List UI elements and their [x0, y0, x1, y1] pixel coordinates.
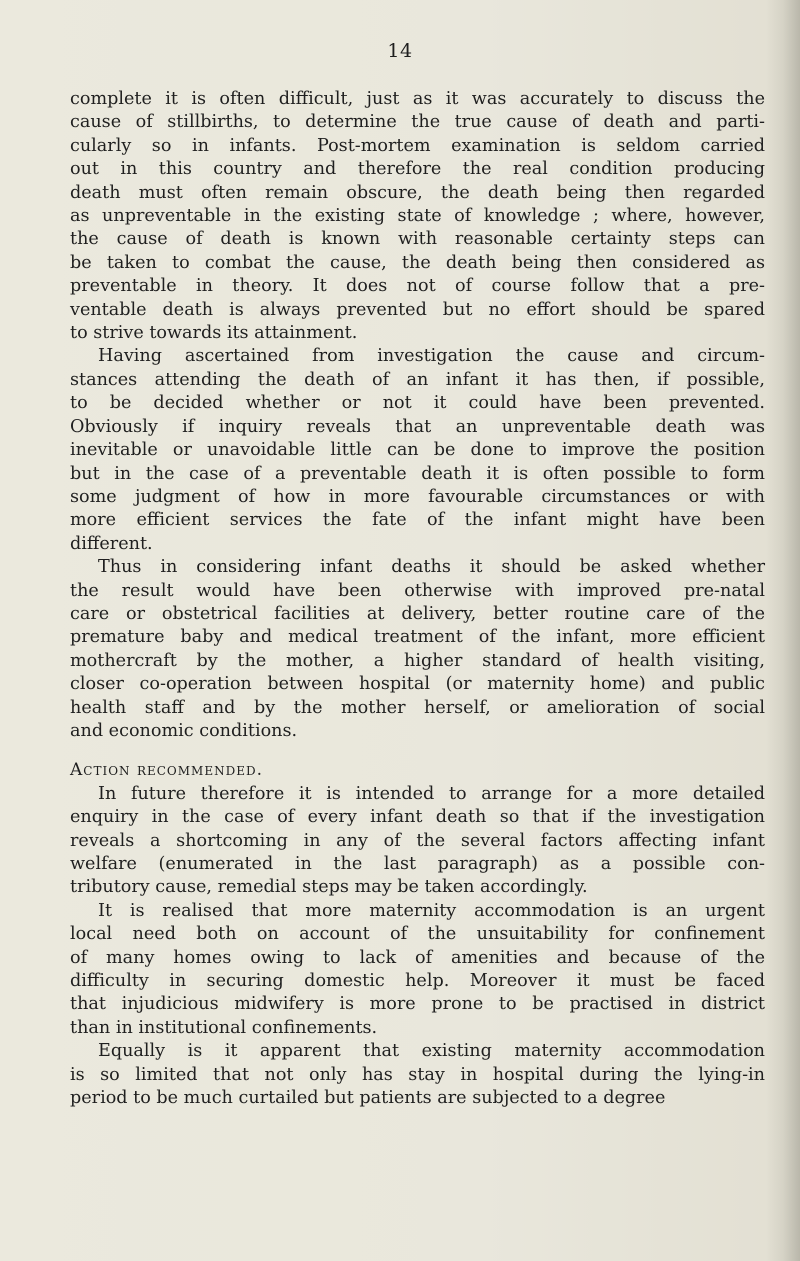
- text-line: is so limited that not only has stay in hospital during the lying-in: [70, 1064, 765, 1085]
- text-line: difficulty in securing domestic help. Moreover it must be faced: [70, 971, 765, 992]
- text-line: premature baby and medical treatment of the infant, more efficient: [70, 627, 765, 648]
- text-line: health staff and by the mother herself, or amelioration of social: [70, 697, 765, 718]
- text-line: In future therefore it is intended to arrange for a more detailed: [98, 783, 765, 804]
- text-line: of many homes owing to lack of amenities and because of the: [70, 947, 765, 968]
- paragraphs-section: [70, 783, 765, 1111]
- paragraph-p4: [70, 783, 765, 900]
- paragraph-p3: [70, 556, 765, 743]
- text-line: to strive towards its attainment.: [70, 323, 358, 344]
- text-line: tributory cause, remedial steps may be taken accordingly.: [70, 877, 588, 898]
- text-line: ventable death is always prevented but no effort should be spared: [70, 299, 765, 320]
- text-line: out in this country and therefore the real condition producing: [70, 159, 765, 180]
- paragraph-p1: [70, 88, 765, 345]
- text-line: that injudicious midwifery is more prone to be practised in district: [70, 994, 765, 1015]
- paragraph-p6: [70, 1040, 765, 1110]
- paragraph-p5: [70, 900, 765, 1040]
- page-number: 14: [387, 40, 413, 62]
- text-line: death must often remain obscure, the death being then regarded: [70, 182, 765, 203]
- text-line: Equally is it apparent that existing maternity accommodation: [98, 1041, 765, 1062]
- text-line: but in the case of a preventable death it is often possible to form: [70, 463, 765, 484]
- text-line: It is realised that more maternity accommodation is an urgent: [98, 900, 765, 921]
- text-line: than in institutional confinements.: [70, 1017, 378, 1038]
- text-line: the cause of death is known with reasonable certainty steps can: [70, 229, 765, 250]
- text-line: mothercraft by the mother, a higher standard of health visiting,: [70, 650, 765, 671]
- text-line: complete it is often difficult, just as it was accurately to discuss the: [70, 89, 765, 109]
- paragraph-p2: [70, 345, 765, 556]
- text-line: Having ascertained from investigation the cause and circum-: [98, 346, 765, 367]
- text-line: local need both on account of the unsuitability for confinement: [70, 924, 765, 945]
- text-line: different.: [70, 533, 153, 554]
- text-line: stances attending the death of an infant it has then, if possible,: [70, 369, 765, 390]
- text-line: and economic conditions.: [70, 720, 298, 741]
- text-line: care or obstetrical facilities at delivery, better routine care of the: [70, 603, 765, 624]
- text-line: closer co-operation between hospital (or maternity home) and public: [70, 674, 765, 695]
- text-line: to be decided whether or not it could have been prevented.: [70, 393, 765, 414]
- section-heading: Action recommended.: [70, 760, 263, 781]
- text-line: cause of stillbirths, to determine the true cause of death and parti-: [70, 112, 765, 133]
- text-line: be taken to combat the cause, the death being then considered as: [70, 252, 765, 273]
- text-line: some judgment of how in more favourable circumstances or with: [70, 486, 765, 507]
- text-line: more efficient services the fate of the infant might have been: [70, 510, 765, 531]
- text-line: Thus in considering infant deaths it should be asked whether: [98, 557, 765, 578]
- text-line: cularly so in infants. Post-mortem examination is seldom carried: [70, 135, 765, 156]
- text-line: Obviously if inquiry reveals that an unpreventable death was: [70, 416, 765, 437]
- text-line: inevitable or unavoidable little can be done to improve the position: [70, 440, 765, 461]
- text-line: the result would have been otherwise with improved pre-natal: [70, 580, 765, 601]
- text-line: preventable in theory. It does not of course follow that a pre-: [70, 276, 765, 297]
- text-line: enquiry in the case of every infant death so that if the investigation: [70, 807, 765, 828]
- text-line: period to be much curtailed but patients are subjected to a degree: [70, 1088, 666, 1109]
- text-line: welfare (enumerated in the last paragraph) as a possible con-: [70, 854, 765, 874]
- body-text: [70, 88, 765, 1110]
- text-line: reveals a shortcoming in any of the several factors affecting infant: [70, 830, 765, 851]
- page-edge-shadow: [766, 0, 800, 1261]
- paragraphs-top: [70, 88, 765, 743]
- text-line: as unpreventable in the existing state of knowledge ; where, however,: [70, 206, 765, 227]
